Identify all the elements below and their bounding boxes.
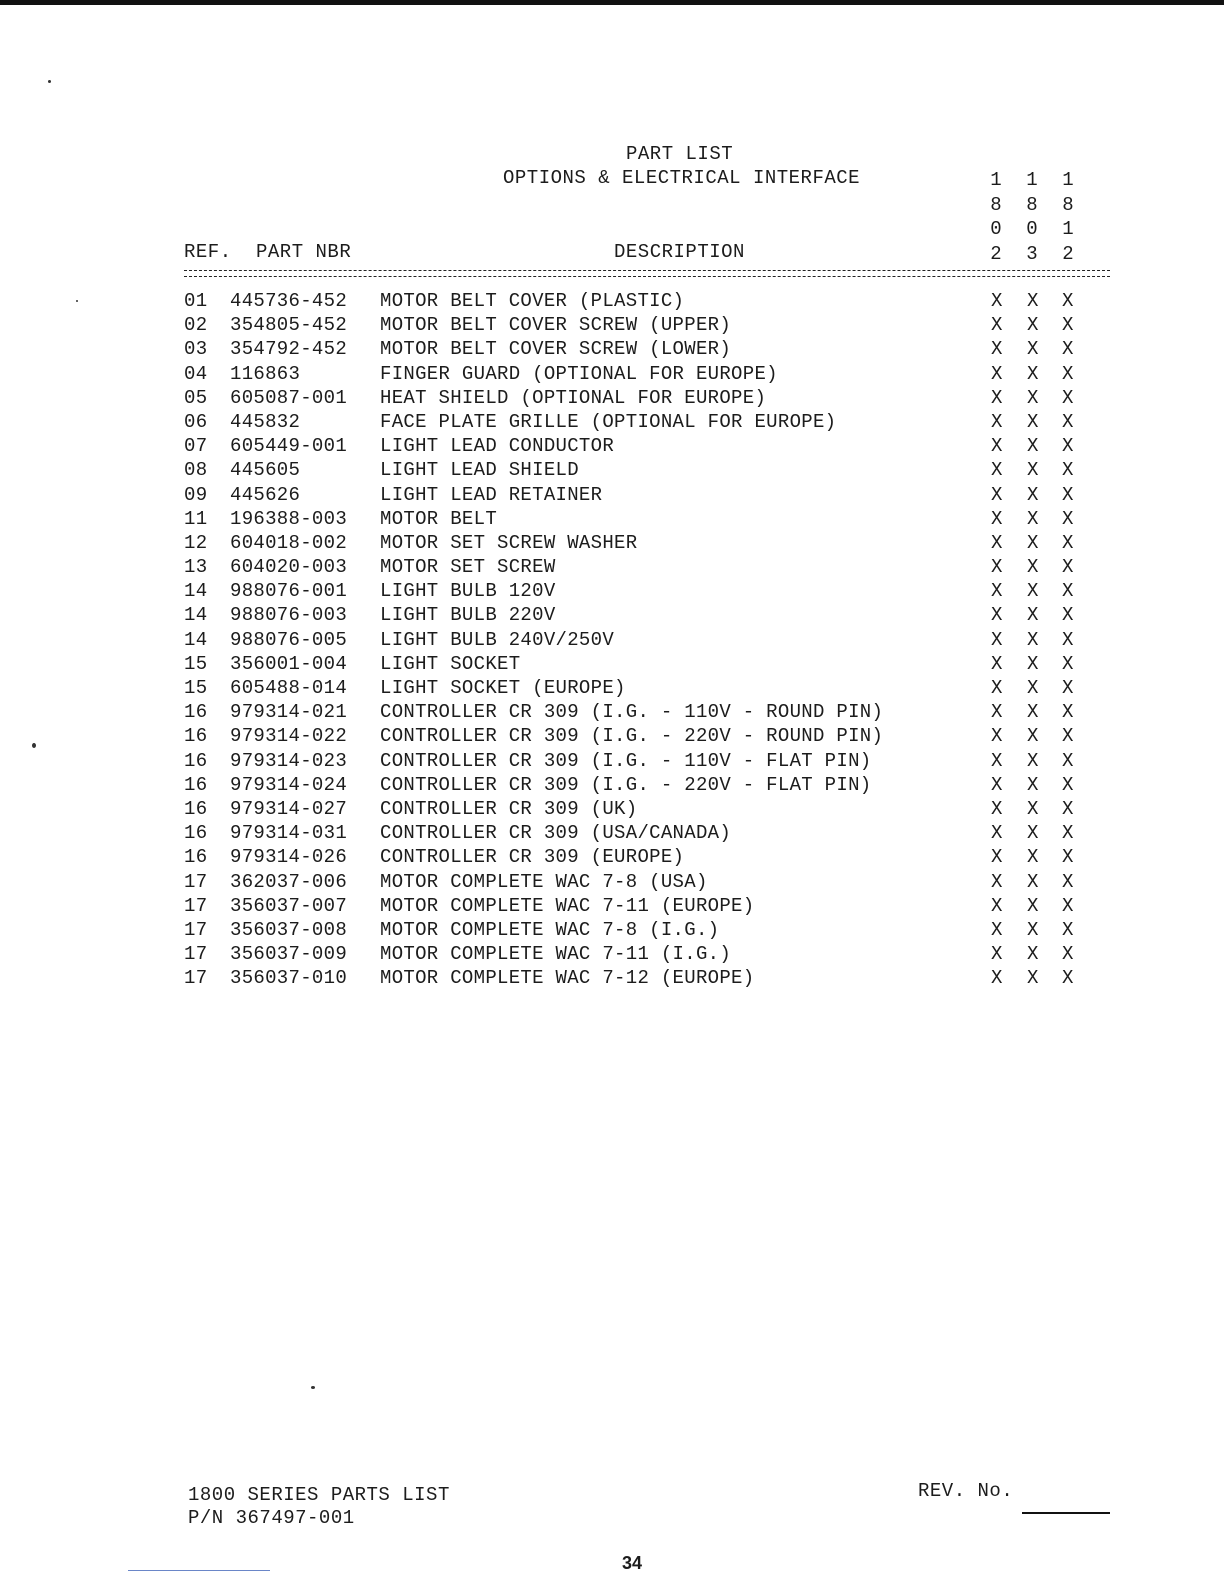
table-row (184, 798, 1104, 822)
model-1802-mark: X (991, 483, 1003, 506)
model-1802-mark: X (991, 410, 1003, 433)
model-1812-mark: X (1062, 483, 1074, 506)
model-1812-mark: X (1062, 580, 1074, 603)
model-1812-mark: X (1062, 628, 1074, 651)
part-description: MOTOR COMPLETE WAC 7-8 (I.G.) (380, 918, 720, 941)
ref-number: 16 (184, 846, 208, 869)
ref-number: 14 (184, 628, 208, 651)
ref-number: 04 (184, 362, 208, 385)
model-1812-mark: X (1062, 410, 1074, 433)
table-row (184, 677, 1104, 701)
part-description: CONTROLLER CR 309 (USA/CANADA) (380, 822, 732, 845)
part-number: 979314-021 (230, 701, 348, 724)
table-row (184, 846, 1104, 870)
part-number: 604018-002 (230, 531, 348, 554)
ref-number: 05 (184, 386, 208, 409)
model-1812-mark: X (1062, 531, 1074, 554)
model-1802-mark: X (991, 459, 1003, 482)
ref-number: 16 (184, 797, 208, 820)
model-1802-mark: X (991, 846, 1003, 869)
ref-number: 14 (184, 604, 208, 627)
part-description: LIGHT SOCKET (EUROPE) (380, 677, 626, 699)
model-1803-mark: X (1027, 628, 1039, 651)
table-row (184, 895, 1104, 919)
model-1803-mark: X (1027, 459, 1039, 482)
table-row (184, 701, 1104, 725)
model-1812-mark: X (1062, 362, 1074, 385)
part-description: CONTROLLER CR 309 (I.G. - 220V - ROUND PIN) (380, 725, 884, 748)
footer-blue-rule (128, 1570, 270, 1571)
part-number: 604020-003 (230, 556, 348, 579)
part-number: 356001-004 (230, 652, 348, 675)
table-row (184, 750, 1104, 774)
revision-blank-line (1022, 1512, 1110, 1514)
model-1802-mark: X (991, 773, 1003, 796)
part-description: MOTOR SET SCREW (380, 556, 556, 579)
model-1812-mark: X (1062, 290, 1074, 312)
model-1802-mark: X (991, 749, 1003, 772)
model-1803-mark: X (1027, 531, 1039, 554)
model-1812-mark: X (1062, 797, 1074, 820)
part-number: 988076-001 (230, 580, 348, 603)
part-number: 356037-008 (230, 918, 348, 941)
model-1802-mark: X (991, 507, 1003, 530)
part-number: 979314-026 (230, 846, 348, 869)
model-1802-mark: X (991, 725, 1003, 748)
model-1812-mark: X (1062, 967, 1074, 990)
model-1803-mark: X (1027, 483, 1039, 506)
ref-number: 16 (184, 773, 208, 796)
model-1812-mark: X (1062, 725, 1074, 748)
part-description: MOTOR BELT COVER SCREW (UPPER) (380, 314, 732, 337)
table-row (184, 774, 1104, 798)
model-1812-mark: X (1062, 459, 1074, 482)
table-row (184, 556, 1104, 580)
scan-speck (48, 80, 51, 83)
model-1803-mark: X (1027, 894, 1039, 917)
part-description: CONTROLLER CR 309 (I.G. - 110V - ROUND PIN) (380, 701, 884, 724)
table-row (184, 314, 1104, 338)
part-description: CONTROLLER CR 309 (UK) (380, 797, 638, 820)
part-number: 356037-007 (230, 894, 348, 917)
header-double-rule (184, 270, 1110, 277)
page-number: 34 (622, 1553, 643, 1573)
table-row (184, 822, 1104, 846)
model-1803-mark: X (1027, 701, 1039, 724)
model-1803-mark: X (1027, 797, 1039, 820)
model-1803-mark: X (1027, 870, 1039, 893)
part-description: LIGHT BULB 240V/250V (380, 628, 615, 651)
part-number: 354792-452 (230, 338, 348, 361)
table-row (184, 871, 1104, 895)
part-description: LIGHT BULB 120V (380, 580, 556, 603)
model-1802-mark: X (991, 362, 1003, 385)
table-row (184, 967, 1104, 991)
model-1803-mark: X (1027, 362, 1039, 385)
table-row (184, 919, 1104, 943)
table-row (184, 604, 1104, 628)
footer-series-title: 1800 SERIES PARTS LIST (188, 1484, 450, 1506)
column-header-part-nbr: PART NBR (256, 241, 352, 263)
ref-number: 08 (184, 459, 208, 482)
model-1802-mark: X (991, 435, 1003, 458)
ref-number: 07 (184, 435, 208, 458)
table-row (184, 580, 1104, 604)
table-row (184, 363, 1104, 387)
model-column-1803: 1 8 0 3 (1026, 169, 1038, 265)
scan-speck (76, 300, 78, 302)
page-subtitle: OPTIONS & ELECTRICAL INTERFACE (503, 167, 861, 189)
model-1802-mark: X (991, 386, 1003, 409)
model-1802-mark: X (991, 556, 1003, 579)
part-description: MOTOR BELT COVER (PLASTIC) (380, 290, 685, 312)
table-row (184, 387, 1104, 411)
part-number: 445605 (230, 459, 301, 482)
part-description: LIGHT LEAD CONDUCTOR (380, 435, 615, 458)
model-1812-mark: X (1062, 773, 1074, 796)
part-description: FACE PLATE GRILLE (OPTIONAL FOR EUROPE) (380, 410, 837, 433)
ref-number: 16 (184, 749, 208, 772)
part-number: 605087-001 (230, 386, 348, 409)
model-1802-mark: X (991, 628, 1003, 651)
table-row (184, 290, 1104, 314)
table-row (184, 459, 1104, 483)
model-1802-mark: X (991, 822, 1003, 845)
scan-speck (32, 743, 36, 748)
column-header-ref: REF. (184, 241, 232, 263)
model-1802-mark: X (991, 531, 1003, 554)
part-description: MOTOR COMPLETE WAC 7-11 (EUROPE) (380, 894, 755, 917)
table-row (184, 653, 1104, 677)
part-description: MOTOR BELT (380, 507, 498, 530)
parts-table (184, 290, 1104, 991)
model-1812-mark: X (1062, 604, 1074, 627)
model-1812-mark: X (1062, 677, 1074, 699)
part-number: 445736-452 (230, 290, 348, 312)
part-description: MOTOR SET SCREW WASHER (380, 531, 638, 554)
ref-number: 01 (184, 290, 208, 312)
part-number: 356037-010 (230, 967, 348, 990)
part-number: 354805-452 (230, 314, 348, 337)
footer-part-number: P/N 367497-001 (188, 1507, 355, 1529)
model-1802-mark: X (991, 677, 1003, 699)
model-1803-mark: X (1027, 435, 1039, 458)
ref-number: 15 (184, 652, 208, 675)
model-1802-mark: X (991, 894, 1003, 917)
ref-number: 14 (184, 580, 208, 603)
part-number: 445832 (230, 410, 301, 433)
top-border-rule (0, 0, 1224, 5)
model-1812-mark: X (1062, 652, 1074, 675)
model-1812-mark: X (1062, 386, 1074, 409)
ref-number: 16 (184, 701, 208, 724)
model-1802-mark: X (991, 652, 1003, 675)
model-1803-mark: X (1027, 507, 1039, 530)
page-title: PART LIST (626, 143, 734, 165)
part-number: 979314-023 (230, 749, 348, 772)
model-1812-mark: X (1062, 918, 1074, 941)
model-1803-mark: X (1027, 918, 1039, 941)
ref-number: 03 (184, 338, 208, 361)
model-1802-mark: X (991, 338, 1003, 361)
ref-number: 09 (184, 483, 208, 506)
model-1803-mark: X (1027, 314, 1039, 337)
table-row (184, 629, 1104, 653)
model-1802-mark: X (991, 580, 1003, 603)
model-1812-mark: X (1062, 870, 1074, 893)
table-row (184, 411, 1104, 435)
part-description: CONTROLLER CR 309 (EUROPE) (380, 846, 685, 869)
part-number: 116863 (230, 362, 301, 385)
model-1803-mark: X (1027, 290, 1039, 312)
model-1803-mark: X (1027, 725, 1039, 748)
part-description: FINGER GUARD (OPTIONAL FOR EUROPE) (380, 362, 778, 385)
model-1812-mark: X (1062, 822, 1074, 845)
model-1812-mark: X (1062, 943, 1074, 966)
ref-number: 06 (184, 410, 208, 433)
model-1803-mark: X (1027, 556, 1039, 579)
part-number: 979314-027 (230, 797, 348, 820)
model-1802-mark: X (991, 870, 1003, 893)
model-1812-mark: X (1062, 338, 1074, 361)
part-number: 988076-003 (230, 604, 348, 627)
model-1803-mark: X (1027, 967, 1039, 990)
model-1803-mark: X (1027, 386, 1039, 409)
model-1812-mark: X (1062, 507, 1074, 530)
table-row (184, 338, 1104, 362)
part-description: MOTOR BELT COVER SCREW (LOWER) (380, 338, 732, 361)
model-1803-mark: X (1027, 338, 1039, 361)
ref-number: 12 (184, 531, 208, 554)
part-description: LIGHT SOCKET (380, 652, 521, 675)
scan-speck (311, 1386, 315, 1389)
ref-number: 13 (184, 556, 208, 579)
model-1802-mark: X (991, 701, 1003, 724)
table-row (184, 943, 1104, 967)
model-1803-mark: X (1027, 773, 1039, 796)
model-1812-mark: X (1062, 749, 1074, 772)
model-1803-mark: X (1027, 580, 1039, 603)
model-1812-mark: X (1062, 435, 1074, 458)
model-column-1812: 1 8 1 2 (1062, 169, 1074, 265)
part-description: MOTOR COMPLETE WAC 7-11 (I.G.) (380, 943, 732, 966)
table-row (184, 435, 1104, 459)
model-1803-mark: X (1027, 943, 1039, 966)
model-1802-mark: X (991, 918, 1003, 941)
ref-number: 16 (184, 822, 208, 845)
part-number: 445626 (230, 483, 301, 506)
part-description: LIGHT LEAD SHIELD (380, 459, 579, 482)
ref-number: 15 (184, 677, 208, 699)
table-row (184, 508, 1104, 532)
part-description: CONTROLLER CR 309 (I.G. - 110V - FLAT PIN) (380, 749, 872, 772)
ref-number: 02 (184, 314, 208, 337)
model-1803-mark: X (1027, 749, 1039, 772)
part-number: 196388-003 (230, 507, 348, 530)
model-1802-mark: X (991, 314, 1003, 337)
table-row (184, 484, 1104, 508)
model-1803-mark: X (1027, 604, 1039, 627)
part-number: 979314-022 (230, 725, 348, 748)
model-1803-mark: X (1027, 652, 1039, 675)
part-description: MOTOR COMPLETE WAC 7-12 (EUROPE) (380, 967, 755, 990)
model-1812-mark: X (1062, 701, 1074, 724)
ref-number: 16 (184, 725, 208, 748)
part-description: LIGHT BULB 220V (380, 604, 556, 627)
ref-number: 17 (184, 894, 208, 917)
part-description: MOTOR COMPLETE WAC 7-8 (USA) (380, 870, 708, 893)
model-1802-mark: X (991, 967, 1003, 990)
ref-number: 17 (184, 918, 208, 941)
part-description: CONTROLLER CR 309 (I.G. - 220V - FLAT PIN) (380, 773, 872, 796)
table-row (184, 532, 1104, 556)
part-number: 979314-031 (230, 822, 348, 845)
model-1802-mark: X (991, 290, 1003, 312)
part-description: HEAT SHIELD (OPTIONAL FOR EUROPE) (380, 386, 767, 409)
model-1812-mark: X (1062, 894, 1074, 917)
model-1812-mark: X (1062, 314, 1074, 337)
part-number: 605488-014 (230, 677, 348, 699)
part-number: 605449-001 (230, 435, 348, 458)
model-1803-mark: X (1027, 677, 1039, 699)
model-column-1802: 1 8 0 2 (990, 169, 1002, 265)
model-1803-mark: X (1027, 822, 1039, 845)
model-1812-mark: X (1062, 846, 1074, 869)
part-description: LIGHT LEAD RETAINER (380, 483, 603, 506)
part-number: 979314-024 (230, 773, 348, 796)
ref-number: 17 (184, 967, 208, 990)
ref-number: 17 (184, 870, 208, 893)
ref-number: 17 (184, 943, 208, 966)
table-row (184, 725, 1104, 749)
footer-revision-label: REV. No. (918, 1480, 1014, 1502)
model-1802-mark: X (991, 943, 1003, 966)
ref-number: 11 (184, 507, 208, 530)
part-number: 356037-009 (230, 943, 348, 966)
model-1802-mark: X (991, 797, 1003, 820)
model-1803-mark: X (1027, 410, 1039, 433)
model-1812-mark: X (1062, 556, 1074, 579)
part-number: 362037-006 (230, 870, 348, 893)
column-header-description: DESCRIPTION (614, 241, 745, 263)
part-number: 988076-005 (230, 628, 348, 651)
model-1803-mark: X (1027, 846, 1039, 869)
model-1802-mark: X (991, 604, 1003, 627)
